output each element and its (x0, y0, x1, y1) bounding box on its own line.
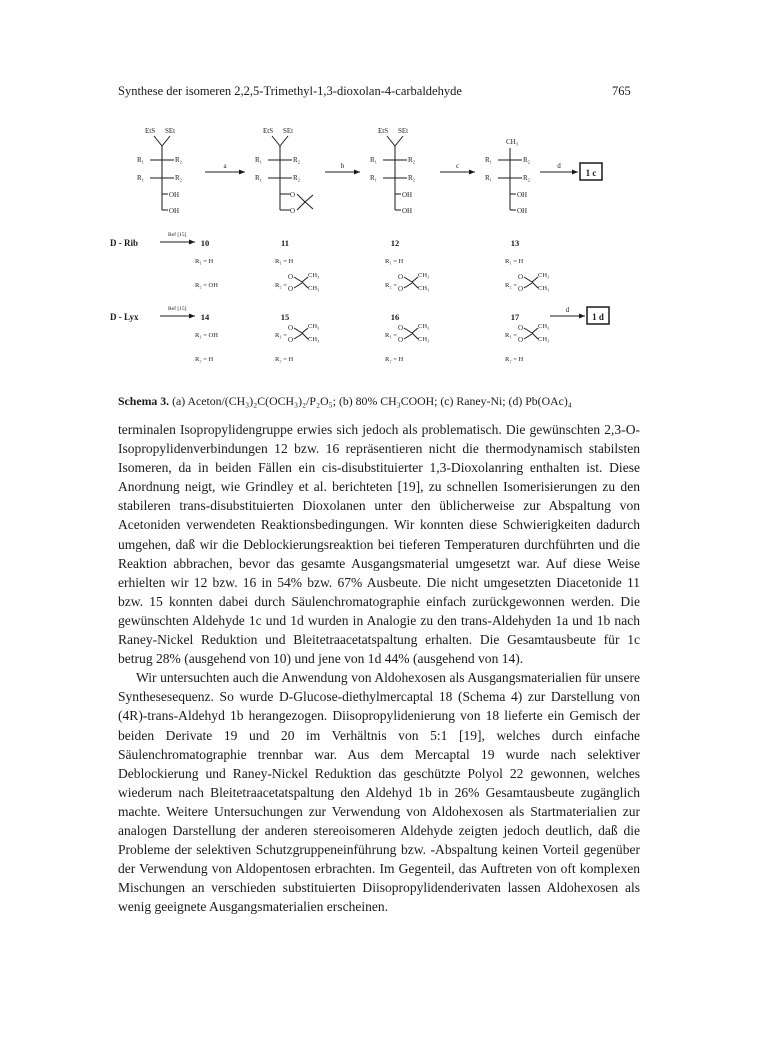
oxygen-atom: O (398, 273, 404, 281)
r1-label: R₁ (137, 156, 145, 164)
bond-line (280, 136, 288, 146)
r1-substituent: R₁ = (505, 332, 517, 339)
step-label: d (565, 306, 570, 314)
methyl-group: CH₃ (538, 285, 550, 292)
oxygen-atom: O (290, 207, 296, 215)
compound-number: 16 (390, 312, 400, 322)
ethylthio-group: EtS (145, 127, 156, 135)
r1-substituent: R₁ = OH (195, 332, 218, 339)
acetonide-bond (524, 277, 532, 282)
oxygen-atom: O (290, 191, 296, 199)
r1-substituent: R₁ = H (505, 258, 524, 265)
r2-substituent: R₂ = H (505, 356, 524, 363)
methyl-group: CH₃ (308, 272, 320, 279)
methyl-group: CH₃ (538, 323, 550, 330)
methyl-group: CH₃ (418, 285, 430, 292)
oxygen-atom: O (398, 324, 404, 332)
caption-label: Schema 3. (118, 394, 170, 408)
methyl-group: CH₃ (308, 323, 320, 330)
paragraph-1: terminalen Isopropylidengruppe erwies sich jedoch als problematisch. Die gewünschten 2,3-O-Isopropylidenverbindungen 12 bzw. 16 repräsentieren nicht die thermodynamisch stabilsten Isomeren, da in beiden Fällen ein cis-disubstituierter 1,3-Dioxolanring enthalten ist. Diese Anordnung neigt, wie Grindley et al. berichteten [19], zu schnellen Isomerisierungen zu den stabileren trans-disubstituierten Dioxolanen unter den üblicherweise zur Abspaltung von Acetoniden verwendeten Reaktionsbedingungen. Wir konnten diese Schwierigkeiten dadurch umgehen, daß wir die Deblockierungsreaktion bei tieferen Temperaturen durchführten und die Reaktion abbrachen, bevor das gesamte Ausgangsmaterial umgesetzt war. Auf diese Weise erhielten wir 12 bzw. 16 in 54% bzw. 67% Ausbeute. Die nicht umgesetzten Diacetonide 11 bzw. 15 konnten dabei durch Säulenchromatographie einfach zurückgewonnen werden. Die gewünschten Aldehyde 1c und 1d wurden in Analogie zu den trans-Aldehyden 1a und 1b nach Raney-Nickel Reduktion und Bleitetraacetatspaltung erhalten. Die Gesamtausbeute für 1c betrug 28% (ausgehend von 10) und jene von 1d 44% (ausgehend von 14). (118, 422, 640, 667)
arrow-head (469, 170, 475, 175)
methyl-group: CH₃ (418, 323, 430, 330)
series-label: D - Rib (110, 238, 139, 248)
hydroxyl-group: OH (169, 191, 180, 199)
r2-label: R₂ (175, 174, 183, 182)
acetonide-bond (404, 334, 412, 339)
hydroxyl-group: OH (402, 207, 413, 215)
compound-number: 15 (280, 312, 290, 322)
step-label: b (340, 162, 345, 170)
arrow-head (189, 240, 195, 245)
bond-line (272, 136, 280, 146)
oxygen-atom: O (518, 285, 524, 293)
step-label: a (223, 162, 227, 170)
oxygen-atom: O (288, 336, 294, 344)
bond-line (162, 136, 170, 146)
running-title: Synthese der isomeren 2,2,5-Trimethyl-1,3-dioxolan-4-carbaldehyde (118, 84, 462, 98)
r2-label: R₂ (293, 156, 301, 164)
acetonide-bond (305, 195, 313, 202)
compound-number: 11 (280, 238, 290, 248)
step-label: d (557, 162, 561, 170)
acetonide-bond (404, 277, 412, 282)
acetonide-bond (524, 328, 532, 333)
oxygen-atom: O (288, 324, 294, 332)
oxygen-atom: O (398, 336, 404, 344)
product-label-1d: 1 d (592, 312, 604, 322)
methyl-group: CH₃ (418, 336, 430, 343)
r2-substituent: R₂ = H (195, 356, 214, 363)
reference-label: Ref [15] (168, 232, 187, 238)
bond-line (387, 136, 395, 146)
r2-label: R₂ (293, 174, 301, 182)
methyl-group: CH₃ (506, 138, 519, 146)
methyl-group: CH₃ (538, 336, 550, 343)
r1-label: R₁ (370, 174, 378, 182)
arrow-head (239, 170, 245, 175)
r2-label: R₂ (408, 156, 416, 164)
acetonide-bond (404, 328, 412, 333)
acetonide-bond (294, 334, 302, 339)
oxygen-atom: O (518, 273, 524, 281)
oxygen-atom: O (288, 273, 294, 281)
oxygen-atom: O (398, 285, 404, 293)
hydroxyl-group: OH (169, 207, 180, 215)
bond-line (395, 136, 403, 146)
r1-label: R₁ (137, 174, 145, 182)
ethylthio-group: SEt (398, 127, 409, 135)
body-text (118, 420, 640, 916)
r1-label: R₁ (485, 156, 493, 164)
acetonide-bond (297, 194, 305, 202)
series-label: D - Lyx (110, 312, 139, 322)
reaction-scheme (110, 110, 630, 390)
methyl-group: CH₃ (418, 272, 430, 279)
r1-substituent: R₁ = H (275, 258, 294, 265)
r2-label: R₂ (175, 156, 183, 164)
acetonide-bond (294, 328, 302, 333)
hydroxyl-group: OH (402, 191, 413, 199)
r1-substituent: R₁ = H (195, 258, 214, 265)
acetonide-bond (305, 202, 313, 209)
product-label-1c: 1 c (585, 168, 597, 178)
r2-substituent: R₂ = (505, 282, 517, 289)
compound-number: 17 (510, 312, 520, 322)
acetonide-bond (404, 283, 412, 288)
hydroxyl-group: OH (517, 191, 528, 199)
acetonide-bond (294, 277, 302, 282)
page-number: 765 (612, 84, 631, 98)
r2-label: R₂ (523, 174, 531, 182)
arrow-head (189, 314, 195, 319)
compound-number: 10 (200, 238, 210, 248)
acetonide-bond (524, 283, 532, 288)
ethylthio-group: SEt (165, 127, 176, 135)
scheme-caption (118, 394, 648, 409)
step-label: c (455, 162, 460, 170)
arrow-head (354, 170, 360, 175)
r1-label: R₁ (485, 174, 493, 182)
r2-substituent: R₂ = H (385, 356, 404, 363)
r1-label: R₁ (255, 156, 263, 164)
r2-label: R₂ (408, 174, 416, 182)
methyl-group: CH₃ (538, 272, 550, 279)
r1-substituent: R₁ = (275, 332, 287, 339)
reference-label: Ref [15] (168, 306, 187, 312)
hydroxyl-group: OH (517, 207, 528, 215)
acetonide-bond (297, 202, 305, 210)
r1-substituent: R₁ = (385, 332, 397, 339)
r2-label: R₂ (523, 156, 531, 164)
oxygen-atom: O (518, 336, 524, 344)
acetonide-bond (294, 283, 302, 288)
r2-substituent: R₂ = H (275, 356, 294, 363)
ethylthio-group: EtS (263, 127, 274, 135)
r1-label: R₁ (370, 156, 378, 164)
paragraph-2: Wir untersuchten auch die Anwendung von Aldohexosen als Ausgangsmaterialien für unsere Synthesesequenz. So wurde D-Glucose-diethylmercaptal 18 (Schema 4) zur Darstellung von (4R)-trans-Aldehyd 1b herangezogen. Diisopropylidenierung von 18 lieferte ein Gemisch der beiden Derivate 19 und 20 im Verhältnis von 5:1 [19], welches durch einfache Säulenchromatographie trennbar war. Aus dem Mercaptal 19 wurde nach selektiver Deblockierung und Raney-Nickel Reduktion das geschützte Polyol 22 gewonnen, welches wiederum nach Bleitetraacetatspaltung den Aldehyd 1b in 26% Gesamtausbeute zugänglich machte. Weitere Untersuchungen zur Verwendung von Aldohexosen als Startmaterialien zur analogen Darstellung der anderen stereoisomeren Aldehyde zeigten jedoch deutlich, daß die Probleme der selektiven Schutzgruppeneinführung bzw. -Abspaltung keinen Vorteil gegenüber der Verwendung von Aldopentosen erbrachten. Im Gegenteil, das Auftreten von oft komplexen Mischungen an verschieden substituierten Diisopropylidenderivaten lassen Aldohexosen als wenig geeignete Ausgangsmaterialien erscheinen. (118, 670, 640, 915)
compound-number: 12 (390, 238, 400, 248)
compound-number: 13 (510, 238, 520, 248)
arrow-head (572, 170, 578, 175)
r2-substituent: R₂ = OH (195, 282, 218, 289)
acetonide-bond (524, 334, 532, 339)
compound-number: 14 (200, 312, 210, 322)
r1-substituent: R₁ = H (385, 258, 404, 265)
oxygen-atom: O (518, 324, 524, 332)
caption-text: (a) Aceton/(CH₃)₂C(OCH₃)₂/P₂O₅; (b) 80% CH₃COOH; (c) Raney-Ni; (d) Pb(OAc)₄ (169, 394, 572, 408)
methyl-group: CH₃ (308, 336, 320, 343)
arrow-head (579, 314, 585, 319)
r2-substituent: R₂ = (385, 282, 397, 289)
bond-line (154, 136, 162, 146)
r2-substituent: R₂ = (275, 282, 287, 289)
methyl-group: CH₃ (308, 285, 320, 292)
ethylthio-group: SEt (283, 127, 294, 135)
ethylthio-group: EtS (378, 127, 389, 135)
oxygen-atom: O (288, 285, 294, 293)
r1-label: R₁ (255, 174, 263, 182)
